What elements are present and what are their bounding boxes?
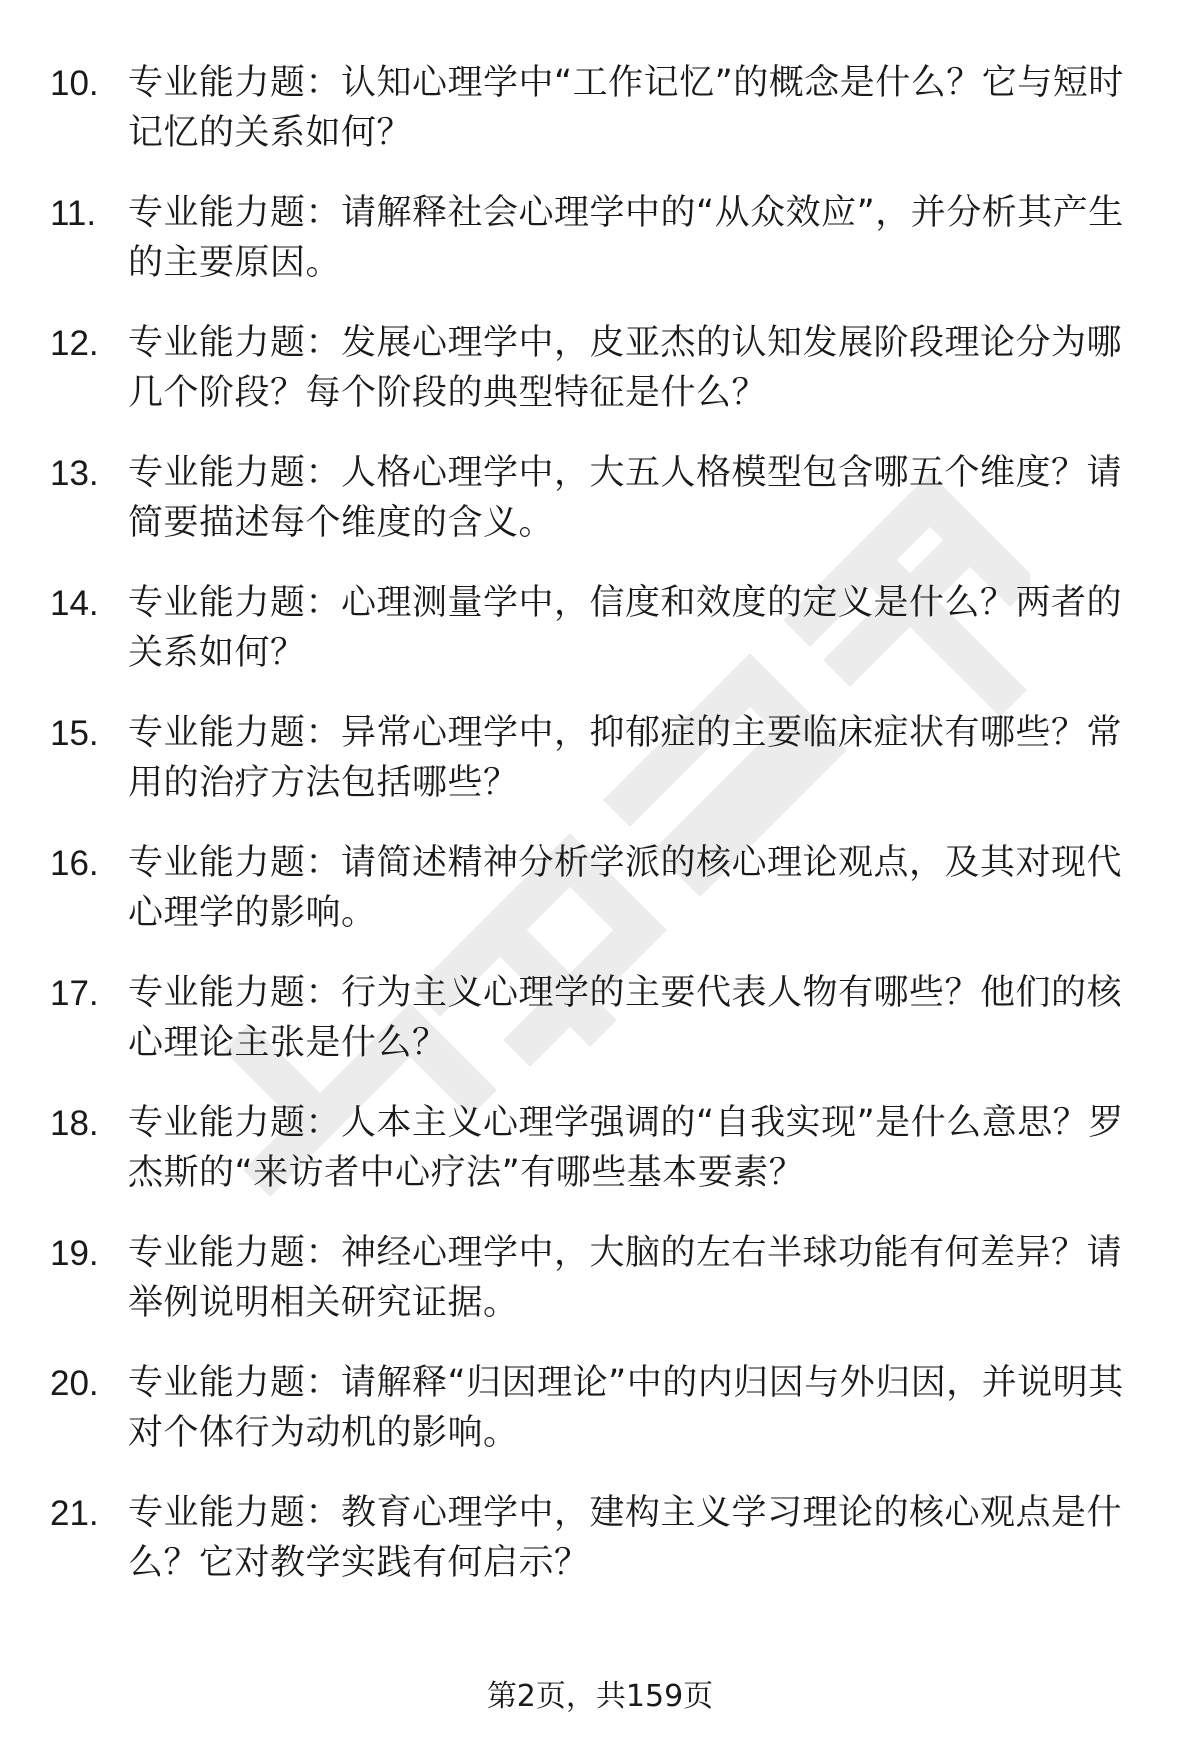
question-item [0,46,1200,176]
question-item [0,1086,1200,1216]
question-number: 17. [50,974,99,1013]
question-text: 专业能力题：人格心理学中，大五人格模型包含哪五个维度？请简要描述每个维度的含义。 [128,453,1123,543]
question-item [0,1346,1200,1476]
question-item [0,176,1200,306]
question-number: 10. [50,64,99,103]
question-text: 专业能力题：发展心理学中，皮亚杰的认知发展阶段理论分为哪几个阶段？每个阶段的典型特征是什么？ [128,323,1123,413]
question-text: 专业能力题：请解释社会心理学中的“从众效应”，并分析其产生的主要原因。 [128,193,1124,283]
question-text: 专业能力题：行为主义心理学的主要代表人物有哪些？他们的核心理论主张是什么？ [128,973,1123,1063]
question-number: 19. [50,1234,99,1273]
question-text: 专业能力题：神经心理学中，大脑的左右半球功能有何差异？请举例说明相关研究证据。 [128,1233,1123,1323]
question-item [0,306,1200,436]
question-text: 专业能力题：异常心理学中，抑郁症的主要临床症状有哪些？常用的治疗方法包括哪些？ [128,713,1123,803]
question-text: 专业能力题：认知心理学中“工作记忆”的概念是什么？它与短时记忆的关系如何？ [128,63,1124,153]
question-item [0,566,1200,696]
question-number: 20. [50,1364,99,1403]
question-number: 21. [50,1494,99,1533]
page-footer: 第2页，共159页 [486,1679,714,1714]
question-number: 15. [50,714,99,753]
question-text: 专业能力题：请简述精神分析学派的核心理论观点，及其对现代心理学的影响。 [128,843,1123,933]
question-text: 专业能力题：心理测量学中，信度和效度的定义是什么？两者的关系如何？ [128,583,1123,673]
question-item [0,1216,1200,1346]
question-number: 14. [50,584,99,623]
question-number: 18. [50,1104,99,1143]
question-text: 专业能力题：请解释“归因理论”中的内归因与外归因，并说明其对个体行为动机的影响。 [128,1363,1124,1453]
question-item [0,956,1200,1086]
question-item [0,696,1200,826]
question-number: 16. [50,844,99,883]
question-list [0,46,1200,1606]
question-item [0,826,1200,956]
question-item [0,1476,1200,1606]
question-number: 12. [50,324,99,363]
question-text: 专业能力题：人本主义心理学强调的“自我实现”是什么意思？罗杰斯的“来访者中心疗法”有哪些基本要素？ [128,1103,1124,1193]
question-item [0,436,1200,566]
question-number: 11. [50,194,97,233]
question-text: 专业能力题：教育心理学中，建构主义学习理论的核心观点是什么？它对教学实践有何启示？ [128,1493,1123,1583]
question-number: 13. [50,454,99,493]
